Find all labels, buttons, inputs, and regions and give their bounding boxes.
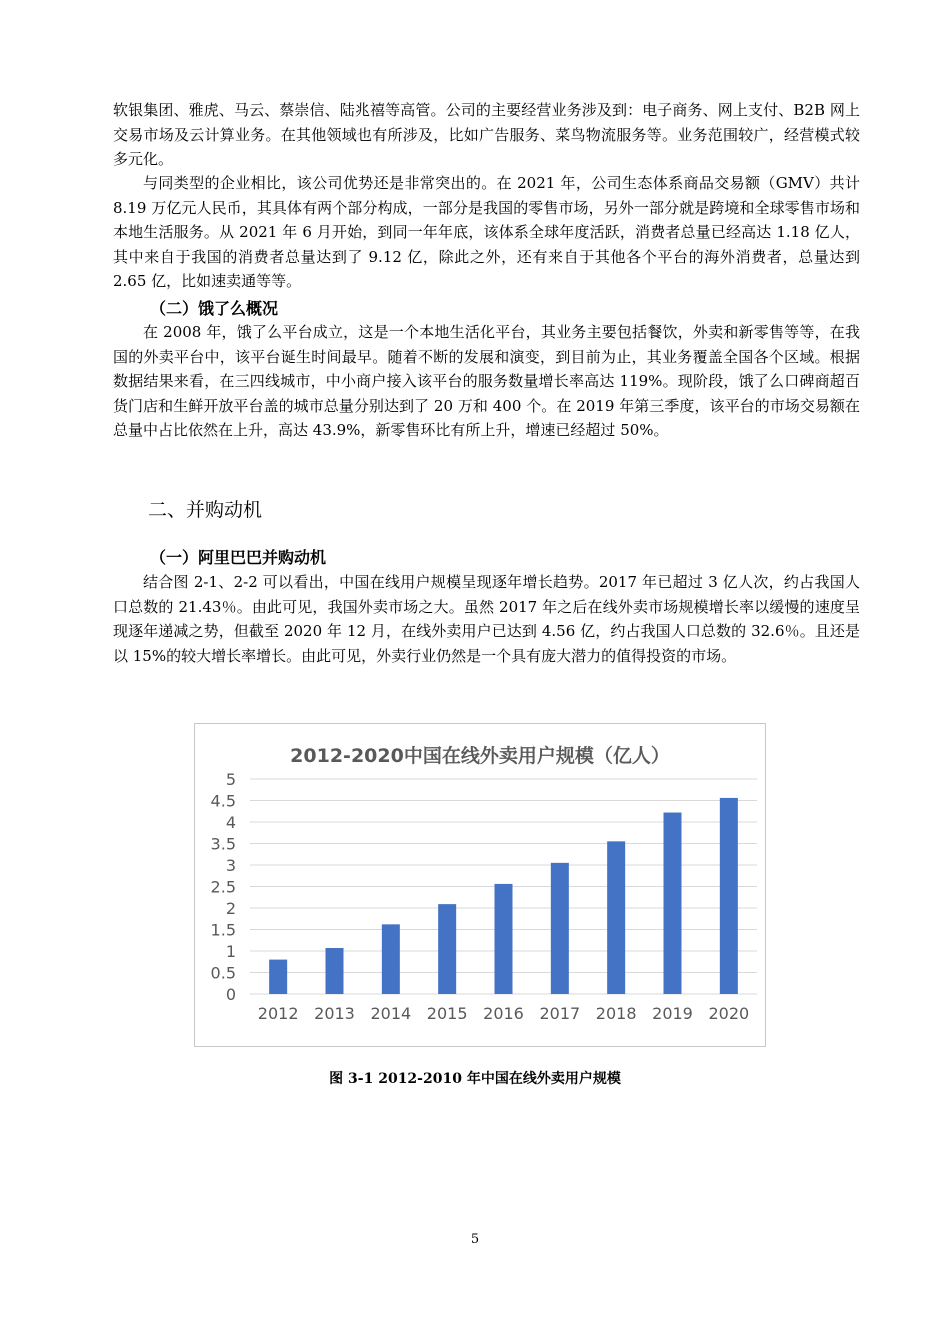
chart-bars [269,798,738,994]
page-number: 5 [470,1232,480,1247]
y-tick-label: 2.5 [210,877,236,897]
y-tick-label: 5 [225,770,236,789]
y-tick-label: 2 [225,899,236,918]
x-tick-label: 2017 [539,1004,581,1023]
bar-2017 [551,863,569,994]
y-tick-label: 4 [225,813,236,832]
chart-x-axis [258,1004,749,1023]
x-tick-label: 2013 [314,1004,355,1023]
paragraph-alibaba-business: 软银集团、雅虎、马云、蔡崇信、陆兆禧等高管。公司的主要经营业务涉及到：电子商务、网上支付、B2B 网上交易市场及云计算业务。在其他领域也有所涉及，比如广告服务、菜鸟物流服务等。业务范围较广，经营模式较多元化。 [113,101,860,169]
y-tick-label: 1.5 [210,920,236,940]
paragraph-alibaba-advantage: 与同类型的企业相比，该公司优势还是非常突出的。在 2021 年，公司生态体系商品交易额（GMV）共计 8.19 万亿元人民币，其具体有两个部分构成，一部分是我国的零售市场，另外一部分就是跨境和全球零售市场和本地生活服务。从 2021 年 6 月开始，到同一年年底，该体系全球年度活跃，消费者总量已经高达 1.18 亿人，其中来自于我国的消费者总量达到了 9.12 亿，除此之外，还有来自于其他各个平台的海外消费者，总量达到 2.65 亿，比如速卖通等等。 [113,174,860,291]
subheading-alibaba-motive: （一）阿里巴巴并购动机 [150,548,327,567]
x-tick-label: 2012 [257,1004,299,1023]
subheading-eleme-overview: （二）饿了么概况 [150,299,279,318]
bar-2018 [607,841,625,994]
chart-title: 2012-2020中国在线外卖用户规模（亿人） [290,745,670,767]
bar-2012 [269,960,287,994]
y-tick-label: 0.5 [210,963,236,983]
y-tick-label: 3.5 [210,834,236,854]
paragraph-eleme-overview: 在 2008 年，饿了么平台成立，这是一个本地生活化平台，其业务主要包括餐饮，外卖和新零售等等，在我国的外卖平台中，该平台诞生时间最早。随着不断的发展和演变，到目前为止，其业务覆盖全国各个区域。根据数据结果来看，在三四线城市，中小商户接入该平台的服务数量增长率高达 119%。现阶段，饿了么口碑商超百货门店和生鲜开放平台盖的城市总量分别达到了 20 万和 400 个。在 2019 年第三季度，该平台的市场交易额在总量中占比依然在上升，高达 43.9%，新零售环比有所上升，增速已经超过 50%。 [113,323,860,440]
paragraph-online-users: 结合图 2-1、2-2 可以看出，中国在线用户规模呈现逐年增长趋势。2017 年已超过 3 亿人次，约占我国人口总数的 21.43％。由此可见，我国外卖市场之大。虽然 2017 年之后在线外卖市场规模增长率以缓慢的速度呈现逐年递减之势，但截至 2020 年 12 月，在线外卖用户已达到 4.56 亿，约占我国人口总数的 32.6％。且还是以 15%的较大增长率增长。由此可见，外卖行业仍然是一个具有庞大潜力的值得投资的市场。 [113,573,860,665]
y-tick-label: 3 [225,856,236,875]
bar-2015 [438,904,456,994]
x-tick-label: 2019 [652,1004,693,1023]
y-tick-label: 4.5 [210,791,236,811]
bar-2020 [720,798,738,994]
user-scale-chart [194,723,766,1047]
bar-2013 [326,948,344,994]
section-heading-merger-motive: 二、并购动机 [148,499,263,521]
bar-2019 [664,813,682,994]
bar-2016 [495,884,513,994]
chart-y-axis [211,770,236,1004]
bar-2014 [382,924,400,994]
x-tick-label: 2015 [426,1004,468,1023]
x-tick-label: 2018 [595,1004,637,1023]
y-tick-label: 0 [225,985,236,1004]
chart-svg [195,724,765,1046]
x-tick-label: 2016 [483,1004,524,1023]
x-tick-label: 2020 [708,1004,750,1023]
figure-caption: 图 3-1 2012-2010 年中国在线外卖用户规模 [329,1071,621,1087]
x-tick-label: 2014 [370,1004,412,1023]
y-tick-label: 1 [225,942,236,961]
